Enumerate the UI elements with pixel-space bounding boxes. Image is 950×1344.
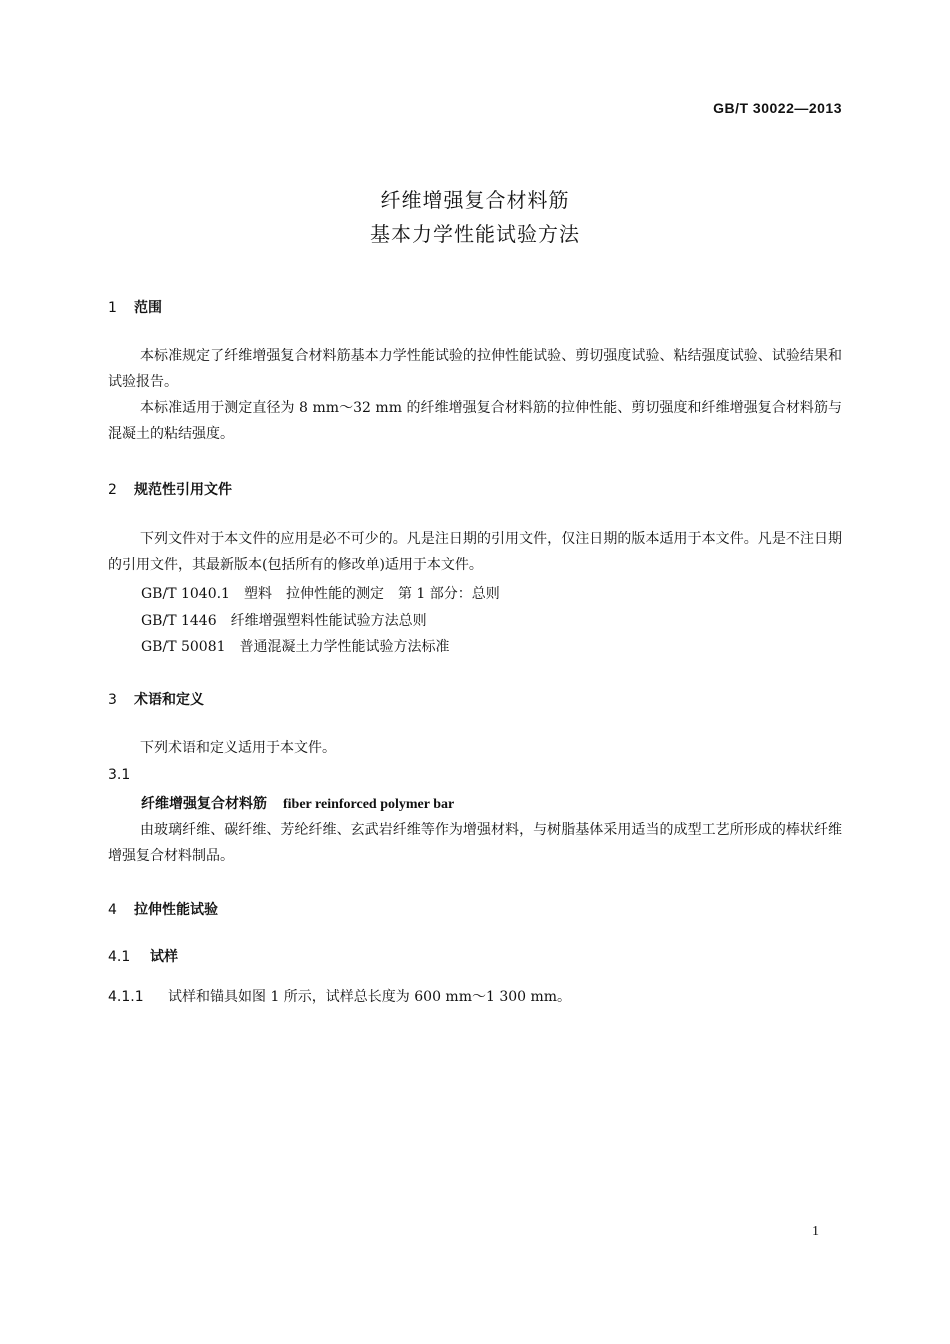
- section-number: 2: [108, 482, 117, 498]
- reference-code: GB/T 1040.1: [141, 586, 230, 602]
- section-title: 规范性引用文件: [134, 482, 232, 498]
- clause-number: 4.1.1: [108, 989, 144, 1005]
- term-number: 3.1: [108, 767, 131, 783]
- reference-title: 塑料 拉伸性能的测定 第 1 部分：总则: [243, 586, 500, 602]
- page-number: 1: [812, 1224, 819, 1239]
- section-title: 拉伸性能试验: [134, 902, 218, 918]
- reference-title: 普通混凝土力学性能试验方法标准: [239, 639, 450, 655]
- section-number: 3: [108, 692, 117, 708]
- term-english: fiber reinforced polymer bar: [283, 797, 455, 812]
- document-title-line-2: 基本力学性能试验方法: [370, 222, 580, 246]
- document-title-line-1: 纤维增强复合材料筋: [380, 188, 570, 212]
- section-number: 1: [108, 300, 117, 316]
- section-number: 4: [108, 902, 117, 918]
- normative-reference: [141, 583, 500, 603]
- clause-text: 试样和锚具如图 1 所示，试样总长度为 600 mm～1 300 mm。: [168, 989, 572, 1005]
- subsection-number: 4.1: [108, 949, 131, 965]
- reference-title: 纤维增强塑料性能试验方法总则: [230, 613, 427, 629]
- normative-reference: [141, 636, 450, 656]
- term-definition: 由玻璃纤维、碳纤维、芳纶纤维、玄武岩纤维等作为增强材料，与树脂基体采用适当的成型工艺所形成的棒状纤维增强复合材料制品。: [108, 822, 842, 864]
- section-title: 范围: [134, 300, 162, 316]
- section-2-heading: [108, 479, 232, 499]
- clause-4-1-1: [108, 986, 571, 1006]
- section-1-paragraph-1: 本标准规定了纤维增强复合材料筋基本力学性能试验的拉伸性能试验、剪切强度试验、粘结强度试验、试验结果和试验报告。: [108, 348, 842, 390]
- term-chinese: 纤维增强复合材料筋: [141, 796, 267, 812]
- subsection-4-1-heading: [108, 946, 178, 966]
- section-4-heading: [108, 899, 218, 919]
- standard-number: GB/T 30022—2013: [713, 100, 842, 116]
- term-entry: [141, 793, 454, 813]
- section-1-heading: [108, 297, 162, 317]
- section-2-paragraph-1: 下列文件对于本文件的应用是必不可少的。凡是注日期的引用文件，仅注日期的版本适用于本文件。凡是不注日期的引用文件，其最新版本(包括所有的修改单)适用于本文件。: [108, 531, 842, 573]
- normative-reference: [141, 610, 427, 630]
- section-1-paragraph-2: 本标准适用于测定直径为 8 mm～32 mm 的纤维增强复合材料筋的拉伸性能、剪切强度和纤维增强复合材料筋与混凝土的粘结强度。: [108, 400, 842, 442]
- section-title: 术语和定义: [134, 692, 204, 708]
- reference-code: GB/T 1446: [141, 613, 217, 629]
- subsection-title: 试样: [150, 949, 178, 965]
- section-3-paragraph-1: 下列术语和定义适用于本文件。: [140, 740, 336, 756]
- reference-code: GB/T 50081: [141, 639, 226, 655]
- section-3-heading: [108, 689, 204, 709]
